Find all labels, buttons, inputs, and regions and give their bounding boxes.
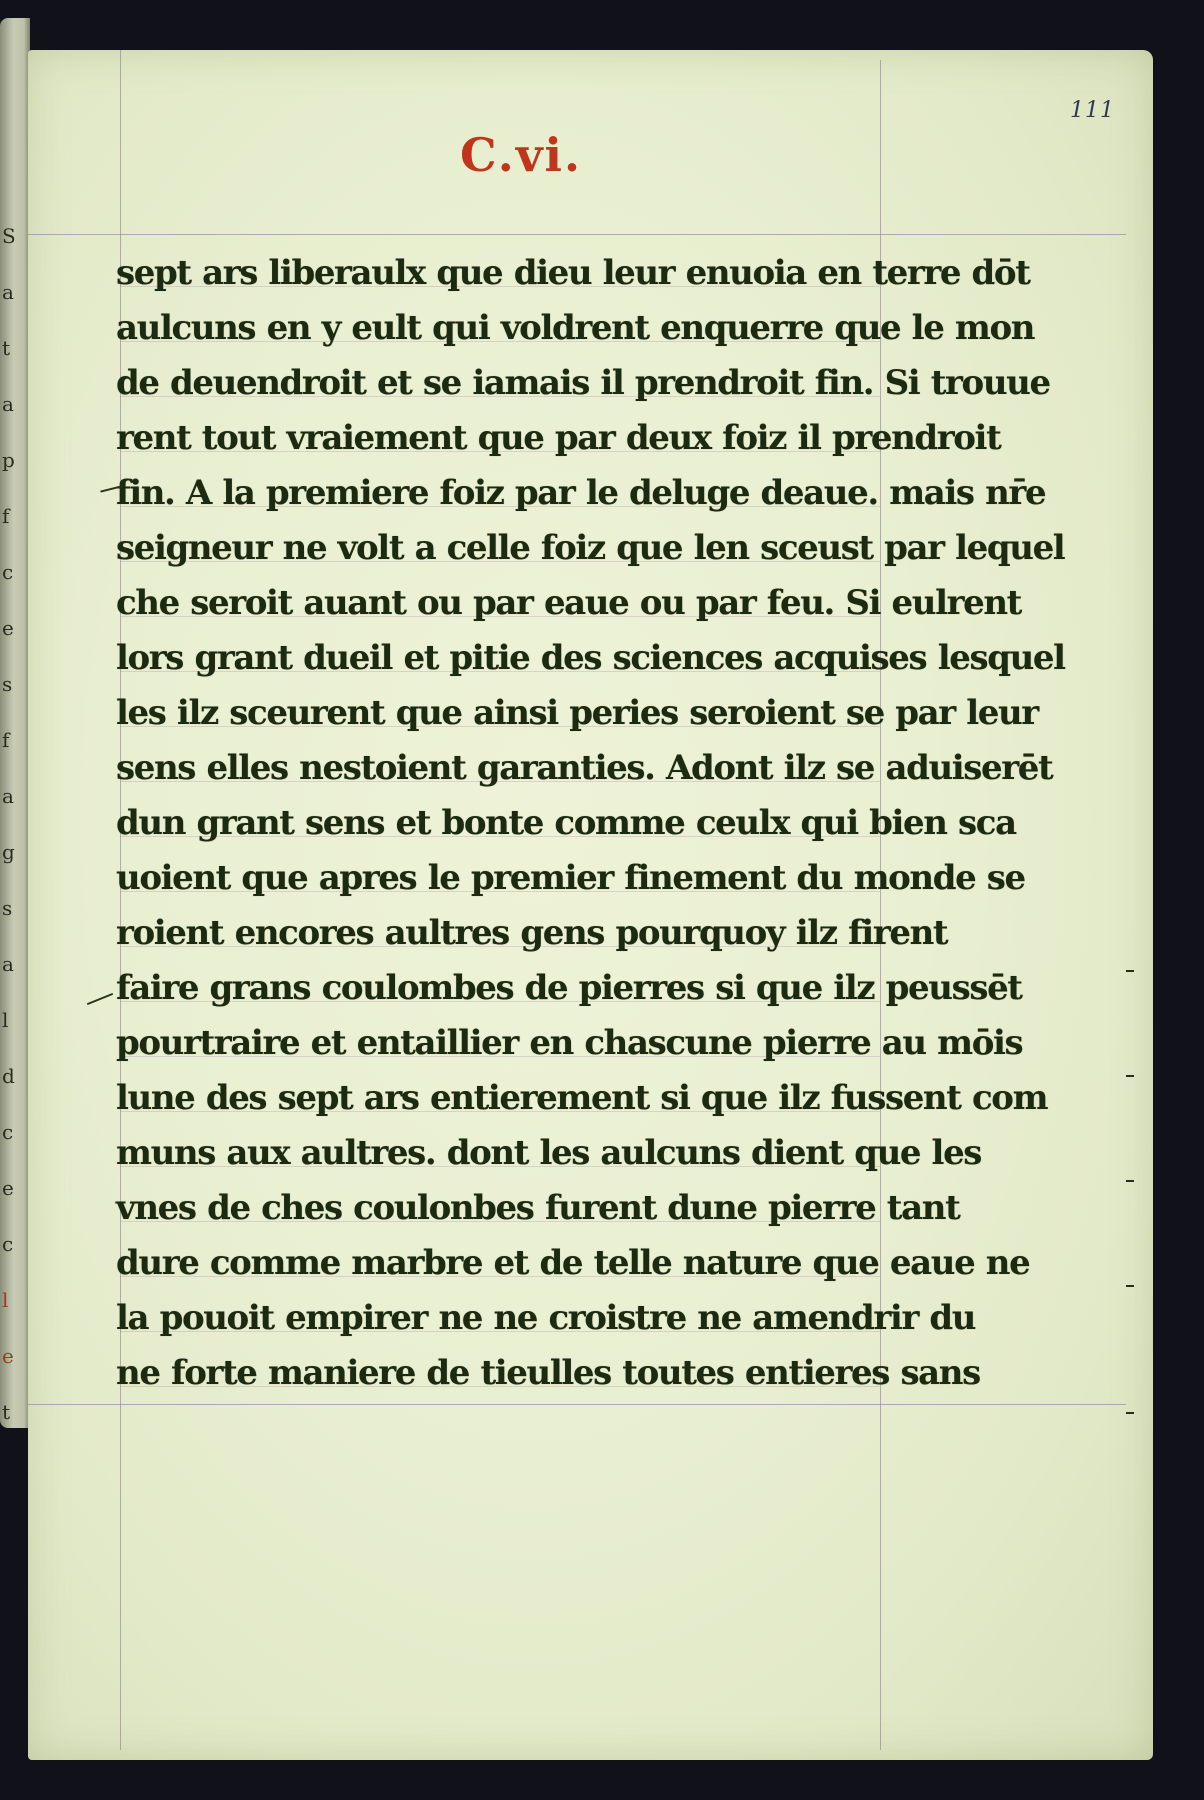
facing-page-fragment: l	[2, 1008, 9, 1032]
text-line: faire grans coulombes de pierres si que ilz peussēt	[116, 968, 1022, 1008]
text-line: che seroit auant ou par eaue ou par feu. Si eulrent	[116, 583, 1021, 623]
facing-page-edge	[0, 18, 30, 1428]
text-line: ne forte maniere de tieulles toutes entieres sans	[116, 1353, 980, 1393]
bottom-ruling-line	[28, 1404, 1126, 1405]
facing-page-fragment: f	[2, 728, 10, 752]
prick-mark	[1126, 970, 1134, 972]
text-line: roient encores aultres gens pourquoy ilz firent	[116, 913, 948, 953]
text-line: uoient que apres le premier finement du monde se	[116, 858, 1025, 898]
facing-page-fragment: a	[2, 784, 14, 808]
facing-page-fragment: e	[2, 616, 14, 640]
text-line: de deuendroit et se iamais il prendroit fin. Si trouue	[116, 363, 1050, 403]
facing-page-fragment: c	[2, 1120, 14, 1144]
text-line: la pouoit empirer ne ne croistre ne amendrir du	[116, 1298, 976, 1338]
facing-page-fragment: p	[2, 448, 15, 472]
facing-page-fragment: g	[2, 840, 15, 864]
text-line: fin. A la premiere foiz par le deluge deaue. mais nr̄e	[116, 473, 1046, 513]
facing-page-fragment: t	[2, 1400, 11, 1424]
text-line: dure comme marbre et de telle nature que eaue ne	[116, 1243, 1030, 1283]
facing-page-fragment: e	[2, 1176, 14, 1200]
text-line: vnes de ches coulonbes furent dune pierre tant	[116, 1188, 960, 1228]
facing-page-fragment: d	[2, 1064, 15, 1088]
facing-page-fragment: t	[2, 336, 11, 360]
text-line: pourtraire et entaillier en chascune pierre au mōis	[116, 1023, 1023, 1063]
text-line: lune des sept ars entierement si que ilz fussent com	[116, 1078, 1048, 1118]
facing-page-fragment: f	[2, 504, 10, 528]
facing-page-fragment: l	[2, 1288, 9, 1312]
text-line: seigneur ne volt a celle foiz que len sceust par lequel	[116, 528, 1065, 568]
facing-page-fragment: c	[2, 560, 14, 584]
facing-page-text	[2, 208, 20, 1428]
facing-page-fragment: a	[2, 952, 14, 976]
text-line: aulcuns en y eult qui voldrent enquerre que le mon	[116, 308, 1035, 348]
chapter-rubric: C.vi.	[460, 128, 583, 182]
prick-mark	[1126, 1075, 1134, 1077]
text-line: lors grant dueil et pitie des sciences acquises lesquel	[116, 638, 1065, 678]
facing-page-fragment: c	[2, 1232, 14, 1256]
facing-page-fragment: a	[2, 280, 14, 304]
text-line: rent tout vraiement que par deux foiz il prendroit	[116, 418, 1001, 458]
text-block	[116, 246, 1065, 1401]
facing-page-fragment: s	[2, 896, 13, 920]
facing-page-fragment: S	[2, 224, 16, 248]
prick-mark	[1126, 1180, 1134, 1182]
text-line: sens elles nestoient garanties. Adont ilz se aduiserēt	[116, 748, 1053, 788]
text-line: les ilz sceurent que ainsi peries seroient se par leur	[116, 693, 1038, 733]
text-line: muns aux aultres. dont les aulcuns dient que les	[116, 1133, 982, 1173]
top-ruling-line	[28, 234, 1126, 235]
facing-page-fragment: s	[2, 672, 13, 696]
facing-page-fragment: a	[2, 392, 14, 416]
folio-number: 111	[1070, 98, 1115, 123]
text-line: dun grant sens et bonte comme ceulx qui bien sca	[116, 803, 1016, 843]
text-line: sept ars liberaulx que dieu leur enuoia en terre dōt	[116, 253, 1030, 293]
facing-page-fragment: e	[2, 1344, 14, 1368]
prick-mark	[1126, 1285, 1134, 1287]
prick-mark	[1126, 1412, 1134, 1414]
